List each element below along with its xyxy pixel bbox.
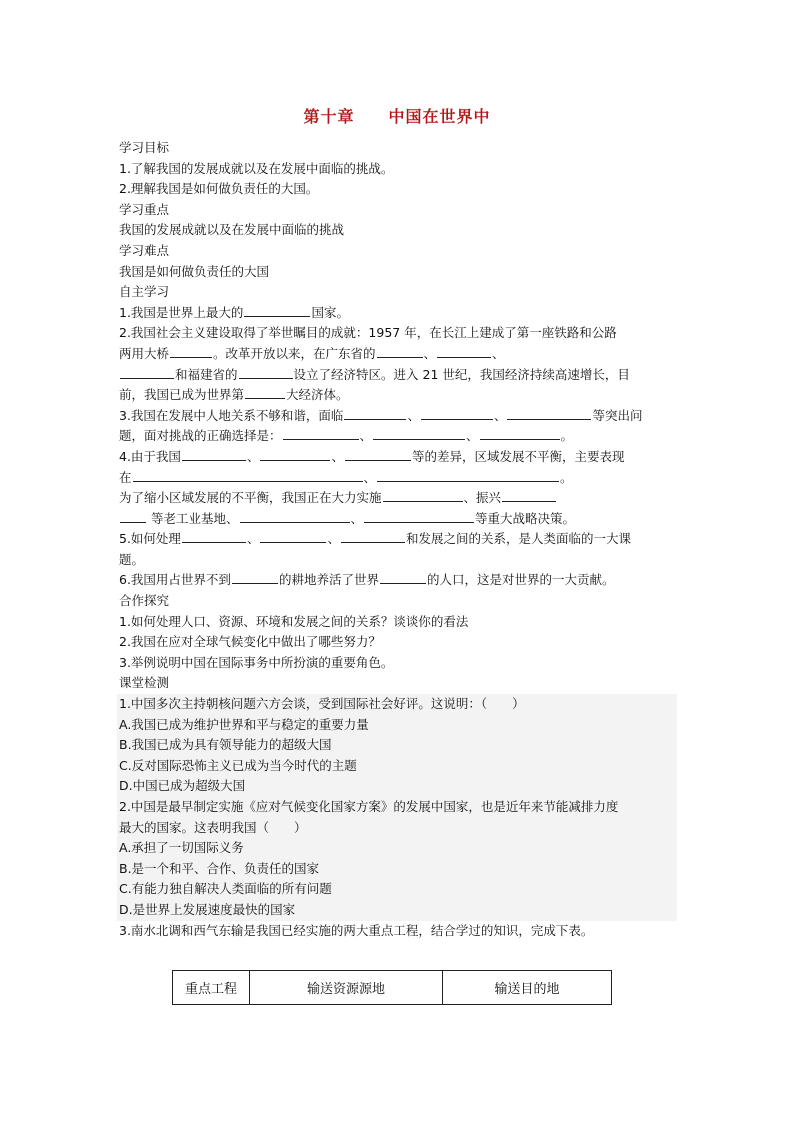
q3-text: 、 — [466, 428, 479, 444]
option-c[interactable]: C.有能力独自解决人类面临的所有问题 — [119, 881, 332, 897]
q4-text: 、振兴 — [463, 490, 502, 506]
question-5-line-2: 题。 — [119, 551, 145, 567]
goal-item: 1.了解我国的发展成就以及在发展中面临的挑战。 — [119, 160, 394, 176]
q2-text: 设立了经济特区。进入 21 世纪，我国经济持续高速增长，目 — [293, 366, 630, 382]
table-header-cell: 输送目的地 — [443, 971, 612, 1005]
answer-blank[interactable] — [170, 344, 212, 358]
section-heading: 合作探究 — [119, 593, 170, 609]
q4-text: 、 — [331, 448, 344, 464]
section-heading: 学习目标 — [119, 140, 170, 155]
answer-blank[interactable] — [480, 426, 560, 440]
question-4-line-4 — [119, 509, 679, 530]
goal-item: 2.理解我国是如何做负责任的大国。 — [119, 181, 319, 197]
q4-text: 、 — [246, 448, 260, 464]
answer-blank[interactable] — [380, 570, 426, 584]
option-d[interactable]: D.中国已成为超级大国 — [119, 778, 246, 794]
test-question-1-stem: 1.中国多次主持朝核问题六方会谈，受到国际社会好评。这说明：（ ） — [119, 696, 525, 712]
q3-text: 3.我国在发展中人地关系不够和谐，面临 — [119, 407, 344, 423]
q4-text: 。 — [560, 469, 573, 485]
answer-blank[interactable] — [260, 447, 330, 461]
discussion-item: 3.举例说明中国在国际事务中所扮演的重要角色。 — [119, 654, 394, 670]
answer-blank[interactable] — [373, 426, 465, 440]
test-question-2-stem: 2.中国是最早制定实施《应对气候变化国家方案》的发展中国家，也是近年来节能减排力度 — [119, 799, 619, 814]
table-header-cell: 重点工程 — [173, 971, 250, 1005]
answer-blank[interactable] — [341, 529, 405, 543]
test-question-2-stem: 最大的国家。这表明我国（ ） — [119, 819, 307, 835]
q1-text: 国家。 — [311, 304, 349, 320]
section-heading: 课堂检测 — [119, 675, 170, 691]
answer-blank[interactable] — [245, 385, 285, 399]
section-heading: 学习难点 — [119, 242, 170, 258]
answer-blank[interactable] — [377, 344, 423, 358]
answer-blank[interactable] — [437, 344, 491, 358]
q4-text: 4.由于我国 — [119, 448, 181, 464]
answer-blank[interactable] — [232, 570, 278, 584]
answer-blank[interactable] — [344, 406, 406, 420]
projects-table — [172, 970, 612, 1005]
answer-blank[interactable] — [507, 406, 591, 420]
answer-blank[interactable] — [182, 447, 246, 461]
difficulty-text: 我国是如何做负责任的大国 — [119, 263, 270, 279]
section-heading: 自主学习 — [119, 284, 170, 300]
chapter-name: 中国在世界中 — [388, 107, 491, 126]
q4-text: 等的差异，区域发展不平衡，主要表现 — [411, 448, 625, 464]
q5-text: 和发展之间的关系，是人类面临的一大课 — [405, 531, 631, 547]
q4-text: 等重大战略决策。 — [475, 510, 576, 526]
table-header-cell: 输送资源源地 — [250, 971, 443, 1005]
q4-text: 为了缩小区域发展的不平衡，我国正在大力实施 — [119, 490, 382, 506]
q3-text: 、 — [407, 407, 420, 423]
option-c[interactable]: C.反对国际恐怖主义已成为当今时代的主题 — [119, 757, 357, 773]
option-b[interactable]: B.我国已成为具有领导能力的超级大国 — [119, 737, 332, 753]
question-2-line-3 — [119, 365, 679, 386]
q6-text: 6.我国用占世界不到 — [119, 572, 231, 588]
option-b[interactable]: B.是一个和平、合作、负责任的国家 — [119, 860, 320, 876]
answer-blank[interactable] — [120, 365, 174, 379]
answer-blank[interactable] — [239, 365, 293, 379]
question-6 — [119, 570, 679, 591]
q1-text: 1.我国是世界上最大的 — [119, 304, 244, 320]
chapter-title — [0, 104, 794, 127]
question-3-line-2 — [119, 426, 679, 447]
q5-text: 5.如何处理 — [119, 531, 181, 547]
answer-blank[interactable] — [421, 406, 493, 420]
focus-text: 我国的发展成就以及在发展中面临的挑战 — [119, 222, 345, 238]
q6-text: 的耕地养活了世界 — [278, 572, 379, 588]
q3-text: 。 — [560, 428, 574, 444]
question-2-line-2 — [119, 344, 679, 365]
discussion-item: 2.我国在应对全球气候变化中做出了哪些努力？ — [119, 634, 381, 650]
answer-blank[interactable] — [120, 509, 146, 523]
q2-text: 前，我国已成为世界第 — [119, 387, 245, 403]
q4-text: 、 — [363, 469, 377, 485]
option-a[interactable]: A.我国已成为维护世界和平与稳定的重要力量 — [119, 716, 369, 732]
question-4-line-3 — [119, 488, 679, 509]
chapter-number: 第十章 — [303, 107, 355, 126]
q4-text: 在 — [119, 469, 132, 485]
worksheet-body — [119, 138, 679, 941]
q6-text: 的人口，这是对世界的一大贡献。 — [426, 572, 615, 588]
answer-blank[interactable] — [182, 529, 246, 543]
answer-blank[interactable] — [260, 529, 326, 543]
q2-text: 。改革开放以来，在广东省的 — [213, 345, 376, 361]
answer-blank[interactable] — [244, 303, 310, 317]
q2-text: 两用大桥 — [119, 345, 170, 361]
test-question-block — [117, 694, 677, 921]
answer-blank[interactable] — [133, 468, 363, 482]
question-4-line-1 — [119, 447, 679, 468]
q2-text: 大经济体。 — [286, 387, 349, 403]
answer-blank[interactable] — [345, 447, 411, 461]
test-question-3-stem: 3.南水北调和西气东输是我国已经实施的两大重点工程，结合学过的知识，完成下表。 — [119, 922, 594, 938]
table-header-row — [173, 971, 612, 1005]
section-heading: 学习重点 — [119, 201, 170, 217]
answer-blank[interactable] — [502, 488, 556, 502]
q3-text: 、 — [493, 407, 507, 423]
q3-text: 题，面对挑战的正确选择是： — [119, 428, 282, 444]
q5-text: 、 — [246, 531, 260, 547]
answer-blank[interactable] — [240, 509, 350, 523]
question-1 — [119, 303, 679, 324]
question-4-line-2 — [119, 468, 679, 489]
q4-text: 、 — [350, 510, 364, 526]
q3-text: 、 — [359, 428, 373, 444]
answer-blank[interactable] — [383, 488, 463, 502]
question-3-line-1 — [119, 406, 679, 427]
q5-text: 、 — [327, 531, 340, 547]
q4-text: 等老工业基地、 — [150, 510, 239, 526]
answer-blank[interactable] — [377, 468, 559, 482]
q2-text: 、 — [492, 345, 505, 361]
answer-blank[interactable] — [364, 509, 474, 523]
discussion-item: 1.如何处理人口、资源、环境和发展之间的关系？谈谈你的看法 — [119, 613, 469, 629]
option-d[interactable]: D.是世界上发展速度最快的国家 — [119, 901, 296, 917]
option-a[interactable]: A.承担了一切国际义务 — [119, 840, 244, 856]
answer-blank[interactable] — [283, 426, 359, 440]
question-2-line-1: 2.我国社会主义建设取得了举世瞩目的成就：1957 年，在长江上建成了第一座铁路和公路 — [119, 325, 617, 341]
question-2-line-4 — [119, 385, 679, 406]
question-5-line-1 — [119, 529, 679, 550]
q2-text: 和福建省的 — [175, 366, 238, 382]
q3-text: 等突出问 — [592, 407, 643, 423]
q2-text: 、 — [423, 345, 437, 361]
